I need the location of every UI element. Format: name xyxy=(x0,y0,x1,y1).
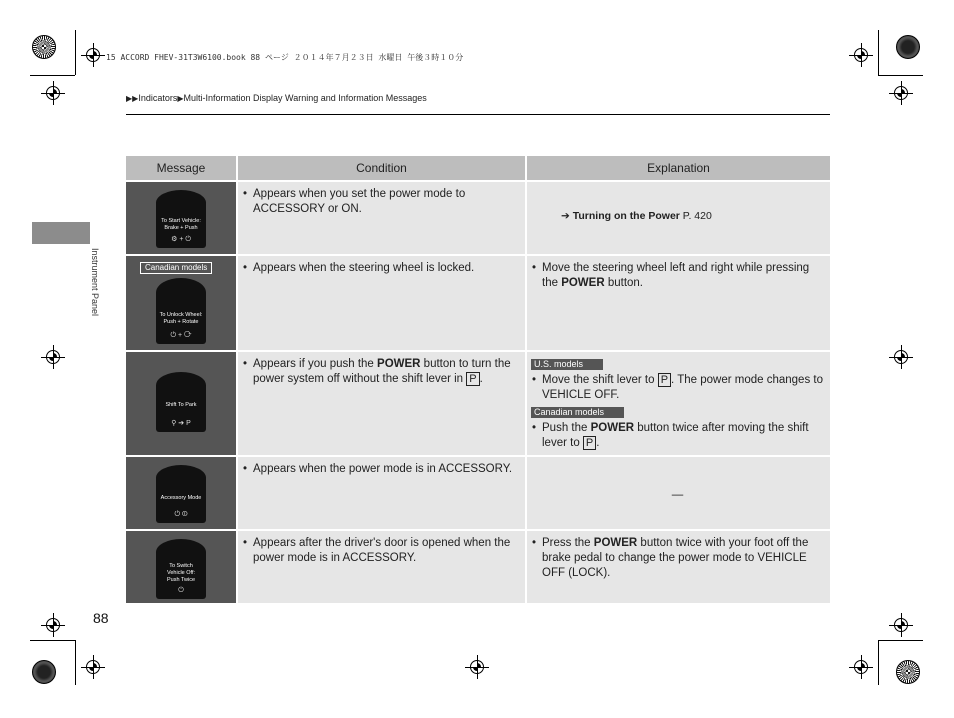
screen-text: Push + Rotate xyxy=(163,319,199,325)
screen-text: To Switch xyxy=(169,563,193,569)
text: button. xyxy=(604,277,644,289)
registration-target xyxy=(46,618,60,632)
message-image xyxy=(126,256,236,350)
list-item xyxy=(531,536,824,581)
list-item xyxy=(531,373,824,403)
crop-mark xyxy=(878,30,879,75)
power-icon: ⏻ xyxy=(178,587,184,594)
park-key-icon: P xyxy=(466,372,479,386)
screen-text: To Start Vehicle: xyxy=(161,218,201,224)
no-explanation-dash: — xyxy=(671,489,684,501)
registration-target xyxy=(470,660,484,674)
message-image xyxy=(126,531,236,603)
registration-rosette xyxy=(896,35,920,59)
message-image xyxy=(126,352,236,455)
power-label: POWER xyxy=(561,277,605,289)
page-number: 88 xyxy=(93,610,109,626)
table-row xyxy=(126,352,830,455)
canadian-models-tag: Canadian models xyxy=(531,407,624,418)
park-key-icon: P xyxy=(583,436,596,450)
column-header-message: Message xyxy=(126,156,236,180)
screen-text: Shift To Park xyxy=(165,402,197,408)
table-row xyxy=(126,182,830,254)
table-row xyxy=(126,457,830,529)
reference-page: P. 420 xyxy=(679,210,712,222)
registration-target xyxy=(894,86,908,100)
list-item xyxy=(242,357,519,387)
text: . The power mode changes to VEHICLE OFF. xyxy=(542,374,823,401)
screen-text: Brake + Push xyxy=(164,225,198,231)
display-screen xyxy=(156,539,206,599)
breadcrumb xyxy=(126,93,427,103)
screen-text: Accessory Mode xyxy=(160,495,202,501)
registration-target xyxy=(46,86,60,100)
message-image xyxy=(126,182,236,254)
text: button to turn the power system off without the shift lever in xyxy=(253,358,511,385)
table-row xyxy=(126,531,830,603)
column-header-condition: Condition xyxy=(238,156,525,180)
display-screen xyxy=(156,465,206,523)
text: . xyxy=(479,373,483,385)
list-item: • Appears when you set the power mode to ACCESSORY or ON. xyxy=(242,187,519,217)
text: . xyxy=(596,437,600,449)
reference-arrow-icon: ➔ xyxy=(561,210,570,222)
breadcrumb-arrows: ▶▶ xyxy=(126,94,139,103)
registration-target xyxy=(854,660,868,674)
power-label: POWER xyxy=(377,358,421,370)
header-rule xyxy=(126,114,830,115)
crop-mark xyxy=(30,640,75,641)
text: button twice after moving the shift lever to xyxy=(542,422,809,449)
registration-rosette xyxy=(32,35,56,59)
registration-target xyxy=(86,48,100,62)
screen-text: Vehicle Off: xyxy=(166,570,196,576)
registration-rosette xyxy=(896,660,920,684)
park-key-icon: P xyxy=(658,373,671,387)
registration-target xyxy=(46,350,60,364)
messages-table xyxy=(124,154,832,605)
condition-cell xyxy=(238,531,525,603)
registration-target xyxy=(894,618,908,632)
breadcrumb-page: Multi-Information Display Warning and Information Messages xyxy=(183,93,427,103)
screen-text: To Unlock Wheel: xyxy=(159,312,203,318)
explanation-cell xyxy=(527,256,830,350)
list-item xyxy=(531,261,824,291)
condition-cell xyxy=(238,352,525,455)
power-label: POWER xyxy=(593,537,638,549)
power-label: POWER xyxy=(590,422,635,434)
power-rotate-icon: ⏻ + ⟳ xyxy=(170,332,192,339)
text: button twice with your foot off the brake pedal to change the power mode to VEHICLE OFF (LOCK). xyxy=(542,537,809,579)
crop-mark xyxy=(75,30,76,75)
breadcrumb-separator: ▶ xyxy=(177,94,184,103)
list-item: • Appears when the power mode is in ACCESSORY. xyxy=(242,462,519,477)
registration-target xyxy=(854,48,868,62)
text: Move the shift lever to xyxy=(542,374,658,386)
explanation-cell xyxy=(527,182,830,254)
table-row xyxy=(126,256,830,350)
print-header: 15 ACCORD FHEV-31T3W6100.book 88 ページ ２０１４年７月２３日 水曜日 午後３時１０分 xyxy=(106,53,464,62)
list-item: • Appears after the driver's door is opened when the power mode is in ACCESSORY. xyxy=(242,536,519,566)
display-screen xyxy=(156,278,206,344)
list-item: • Appears when the steering wheel is locked. xyxy=(242,261,519,276)
canadian-models-tag: Canadian models xyxy=(140,262,212,274)
list-item xyxy=(531,421,824,451)
breadcrumb-section-link[interactable]: Indicators xyxy=(138,93,178,103)
message-image xyxy=(126,457,236,529)
registration-target xyxy=(86,660,100,674)
reference-title: Turning on the Power xyxy=(572,210,680,222)
text: Appears if you push the xyxy=(253,358,378,370)
registration-target xyxy=(894,350,908,364)
display-screen xyxy=(156,372,206,432)
crop-mark xyxy=(878,640,879,685)
condition-cell xyxy=(238,182,525,254)
crop-mark xyxy=(878,640,923,641)
explanation-cell xyxy=(527,531,830,603)
accessory-mode-icon: ⏻ ⏼ xyxy=(174,511,188,518)
us-models-tag: U.S. models xyxy=(531,359,603,370)
page-reference[interactable] xyxy=(531,209,824,224)
chapter-label: Instrument Panel xyxy=(90,248,100,317)
text: Move the steering wheel left and right while pressing the xyxy=(542,262,810,289)
registration-rosette xyxy=(32,660,56,684)
explanation-cell xyxy=(527,457,830,529)
column-header-explanation: Explanation xyxy=(527,156,830,180)
condition-cell xyxy=(238,457,525,529)
text: Push the xyxy=(542,422,591,434)
condition-cell xyxy=(238,256,525,350)
brake-power-icon: ⚙ + ⏻ xyxy=(171,236,191,243)
explanation-cell xyxy=(527,352,830,455)
shift-to-park-icon: ⚲ ➔ P xyxy=(171,420,191,427)
display-screen xyxy=(156,190,206,248)
chapter-tab[interactable] xyxy=(32,222,90,244)
screen-text: Push Twice xyxy=(166,577,196,583)
crop-mark xyxy=(30,75,75,76)
crop-mark xyxy=(75,640,76,685)
text: Press the xyxy=(542,537,594,549)
crop-mark xyxy=(878,75,923,76)
